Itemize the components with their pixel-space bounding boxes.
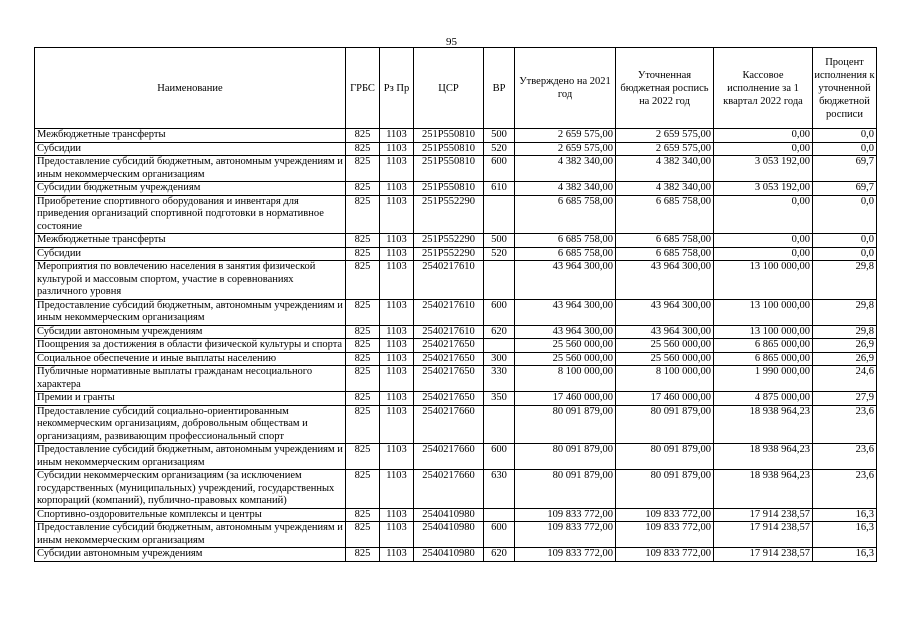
cell-vr: 500	[484, 129, 515, 143]
cell-refined: 80 091 879,00	[616, 444, 714, 470]
table-row	[35, 548, 877, 562]
cell-rzpr: 1103	[380, 156, 414, 182]
cell-refined: 80 091 879,00	[616, 470, 714, 509]
cell-refined: 25 560 000,00	[616, 352, 714, 366]
cell-refined: 4 382 340,00	[616, 182, 714, 196]
cell-name: Предоставление субсидий бюджетным, автономным учреждениям и иным некоммерческим организациям	[35, 299, 346, 325]
table-row	[35, 352, 877, 366]
cell-name: Мероприятия по вовлечению населения в занятия физической культурой и массовым спортом, участие в соревнованиях различного уровня	[35, 261, 346, 300]
cell-cash: 0,00	[714, 142, 813, 156]
cell-vr	[484, 195, 515, 234]
cell-csr: 2540217660	[414, 405, 484, 444]
cell-cash: 17 914 238,57	[714, 522, 813, 548]
cell-csr: 251P552290	[414, 247, 484, 261]
cell-refined: 43 964 300,00	[616, 299, 714, 325]
cell-name: Социальное обеспечение и иные выплаты населению	[35, 352, 346, 366]
cell-percent: 23,6	[813, 405, 877, 444]
cell-approved: 109 833 772,00	[515, 522, 616, 548]
cell-approved: 2 659 575,00	[515, 129, 616, 143]
cell-cash: 18 938 964,23	[714, 405, 813, 444]
cell-vr: 630	[484, 470, 515, 509]
cell-approved: 109 833 772,00	[515, 508, 616, 522]
cell-rzpr: 1103	[380, 392, 414, 406]
cell-grbs: 825	[346, 261, 380, 300]
cell-csr: 2540217650	[414, 392, 484, 406]
cell-name: Премии и гранты	[35, 392, 346, 406]
cell-vr	[484, 405, 515, 444]
cell-rzpr: 1103	[380, 405, 414, 444]
table-body	[35, 129, 877, 562]
cell-percent: 23,6	[813, 470, 877, 509]
cell-approved: 43 964 300,00	[515, 261, 616, 300]
cell-approved: 43 964 300,00	[515, 299, 616, 325]
cell-grbs: 825	[346, 182, 380, 196]
cell-vr: 330	[484, 366, 515, 392]
cell-vr: 610	[484, 182, 515, 196]
cell-cash: 0,00	[714, 195, 813, 234]
col-header-refined: Уточненная бюджетная роспись на 2022 год	[616, 48, 714, 129]
cell-refined: 6 685 758,00	[616, 195, 714, 234]
cell-rzpr: 1103	[380, 247, 414, 261]
cell-grbs: 825	[346, 247, 380, 261]
cell-csr: 2540217610	[414, 325, 484, 339]
cell-refined: 109 833 772,00	[616, 548, 714, 562]
table-row	[35, 470, 877, 509]
table-row	[35, 247, 877, 261]
cell-name: Субсидии некоммерческим организациям (за исключением государственных (муниципальных) учреждений, государственных корпораций (компаний), публично-правовых компаний)	[35, 470, 346, 509]
cell-cash: 17 914 238,57	[714, 548, 813, 562]
cell-refined: 25 560 000,00	[616, 339, 714, 353]
cell-cash: 18 938 964,23	[714, 470, 813, 509]
cell-name: Субсидии	[35, 247, 346, 261]
cell-vr	[484, 261, 515, 300]
cell-rzpr: 1103	[380, 366, 414, 392]
table-row	[35, 325, 877, 339]
cell-approved: 80 091 879,00	[515, 444, 616, 470]
cell-vr: 350	[484, 392, 515, 406]
cell-name: Спортивно-оздоровительные комплексы и центры	[35, 508, 346, 522]
cell-cash: 3 053 192,00	[714, 156, 813, 182]
cell-name: Межбюджетные трансферты	[35, 234, 346, 248]
cell-percent: 29,8	[813, 261, 877, 300]
col-header-vr: ВР	[484, 48, 515, 129]
table-row	[35, 366, 877, 392]
table-row	[35, 392, 877, 406]
cell-approved: 4 382 340,00	[515, 156, 616, 182]
cell-grbs: 825	[346, 142, 380, 156]
cell-grbs: 825	[346, 508, 380, 522]
cell-vr: 620	[484, 548, 515, 562]
cell-vr: 600	[484, 299, 515, 325]
cell-rzpr: 1103	[380, 195, 414, 234]
cell-csr: 2540410980	[414, 522, 484, 548]
cell-approved: 25 560 000,00	[515, 352, 616, 366]
cell-refined: 109 833 772,00	[616, 508, 714, 522]
cell-percent: 16,3	[813, 548, 877, 562]
cell-vr: 520	[484, 142, 515, 156]
cell-csr: 2540217610	[414, 261, 484, 300]
cell-grbs: 825	[346, 156, 380, 182]
cell-approved: 8 100 000,00	[515, 366, 616, 392]
cell-rzpr: 1103	[380, 142, 414, 156]
table-row	[35, 299, 877, 325]
cell-grbs: 825	[346, 234, 380, 248]
table-row	[35, 508, 877, 522]
cell-cash: 17 914 238,57	[714, 508, 813, 522]
cell-grbs: 825	[346, 352, 380, 366]
cell-rzpr: 1103	[380, 129, 414, 143]
cell-refined: 8 100 000,00	[616, 366, 714, 392]
table-row	[35, 156, 877, 182]
cell-grbs: 825	[346, 522, 380, 548]
cell-grbs: 825	[346, 366, 380, 392]
cell-refined: 80 091 879,00	[616, 405, 714, 444]
budget-table	[34, 47, 877, 562]
col-header-cash: Кассовое исполнение за 1 квартал 2022 года	[714, 48, 813, 129]
cell-name: Межбюджетные трансферты	[35, 129, 346, 143]
table-row	[35, 444, 877, 470]
cell-rzpr: 1103	[380, 548, 414, 562]
cell-vr	[484, 508, 515, 522]
cell-refined: 4 382 340,00	[616, 156, 714, 182]
cell-csr: 2540217650	[414, 339, 484, 353]
cell-rzpr: 1103	[380, 470, 414, 509]
cell-vr: 500	[484, 234, 515, 248]
cell-approved: 109 833 772,00	[515, 548, 616, 562]
cell-grbs: 825	[346, 299, 380, 325]
cell-vr: 600	[484, 522, 515, 548]
cell-approved: 6 685 758,00	[515, 234, 616, 248]
cell-rzpr: 1103	[380, 325, 414, 339]
cell-refined: 2 659 575,00	[616, 142, 714, 156]
cell-name: Поощрения за достижения в области физической культуры и спорта	[35, 339, 346, 353]
cell-percent: 0,0	[813, 129, 877, 143]
cell-grbs: 825	[346, 392, 380, 406]
cell-refined: 6 685 758,00	[616, 234, 714, 248]
col-header-approved: Утверждено на 2021 год	[515, 48, 616, 129]
cell-name: Субсидии	[35, 142, 346, 156]
cell-percent: 27,9	[813, 392, 877, 406]
cell-name: Приобретение спортивного оборудования и инвентаря для приведения организаций спортивной подготовки в нормативное состояние	[35, 195, 346, 234]
cell-refined: 43 964 300,00	[616, 325, 714, 339]
cell-rzpr: 1103	[380, 508, 414, 522]
cell-csr: 2540410980	[414, 508, 484, 522]
table-row	[35, 182, 877, 196]
cell-name: Субсидии автономным учреждениям	[35, 548, 346, 562]
cell-csr: 2540217660	[414, 444, 484, 470]
cell-cash: 0,00	[714, 129, 813, 143]
cell-csr: 251P550810	[414, 182, 484, 196]
col-header-percent: Процент исполнения к уточненной бюджетной росписи	[813, 48, 877, 129]
cell-percent: 24,6	[813, 366, 877, 392]
cell-name: Предоставление субсидий социально-ориентированным некоммерческим организациям, добровольным обществам и организациям, развивающим профессиональный спорт	[35, 405, 346, 444]
cell-percent: 16,3	[813, 508, 877, 522]
table-row	[35, 339, 877, 353]
cell-vr: 600	[484, 156, 515, 182]
cell-name: Субсидии бюджетным учреждениям	[35, 182, 346, 196]
cell-grbs: 825	[346, 339, 380, 353]
cell-approved: 80 091 879,00	[515, 470, 616, 509]
col-header-rzpr: Рз Пр	[380, 48, 414, 129]
cell-refined: 109 833 772,00	[616, 522, 714, 548]
cell-percent: 16,3	[813, 522, 877, 548]
cell-rzpr: 1103	[380, 234, 414, 248]
cell-rzpr: 1103	[380, 339, 414, 353]
cell-percent: 0,0	[813, 195, 877, 234]
cell-name: Субсидии автономным учреждениям	[35, 325, 346, 339]
cell-percent: 26,9	[813, 352, 877, 366]
cell-cash: 0,00	[714, 247, 813, 261]
cell-vr	[484, 339, 515, 353]
cell-rzpr: 1103	[380, 352, 414, 366]
cell-grbs: 825	[346, 548, 380, 562]
cell-grbs: 825	[346, 129, 380, 143]
cell-approved: 6 685 758,00	[515, 247, 616, 261]
cell-cash: 13 100 000,00	[714, 299, 813, 325]
cell-cash: 18 938 964,23	[714, 444, 813, 470]
cell-rzpr: 1103	[380, 299, 414, 325]
cell-csr: 2540217650	[414, 366, 484, 392]
cell-rzpr: 1103	[380, 182, 414, 196]
cell-csr: 251P550810	[414, 156, 484, 182]
cell-approved: 17 460 000,00	[515, 392, 616, 406]
cell-percent: 26,9	[813, 339, 877, 353]
cell-cash: 6 865 000,00	[714, 352, 813, 366]
table-row	[35, 142, 877, 156]
cell-rzpr: 1103	[380, 522, 414, 548]
col-header-grbs: ГРБС	[346, 48, 380, 129]
cell-approved: 43 964 300,00	[515, 325, 616, 339]
cell-approved: 25 560 000,00	[515, 339, 616, 353]
col-header-name: Наименование	[35, 48, 346, 129]
cell-grbs: 825	[346, 470, 380, 509]
cell-grbs: 825	[346, 325, 380, 339]
cell-cash: 6 865 000,00	[714, 339, 813, 353]
cell-percent: 69,7	[813, 156, 877, 182]
cell-approved: 4 382 340,00	[515, 182, 616, 196]
cell-refined: 6 685 758,00	[616, 247, 714, 261]
cell-csr: 2540217610	[414, 299, 484, 325]
cell-grbs: 825	[346, 405, 380, 444]
cell-csr: 251P552290	[414, 195, 484, 234]
cell-rzpr: 1103	[380, 444, 414, 470]
table-row	[35, 261, 877, 300]
cell-percent: 23,6	[813, 444, 877, 470]
cell-csr: 251P550810	[414, 129, 484, 143]
page-number: 95	[446, 36, 457, 48]
cell-name: Предоставление субсидий бюджетным, автономным учреждениям и иным некоммерческим организациям	[35, 522, 346, 548]
cell-refined: 17 460 000,00	[616, 392, 714, 406]
cell-cash: 3 053 192,00	[714, 182, 813, 196]
cell-percent: 69,7	[813, 182, 877, 196]
cell-vr: 300	[484, 352, 515, 366]
cell-name: Публичные нормативные выплаты гражданам несоциального характера	[35, 366, 346, 392]
table-row	[35, 405, 877, 444]
cell-approved: 2 659 575,00	[515, 142, 616, 156]
cell-csr: 251P552290	[414, 234, 484, 248]
table-row	[35, 234, 877, 248]
cell-vr: 600	[484, 444, 515, 470]
cell-cash: 13 100 000,00	[714, 261, 813, 300]
cell-approved: 6 685 758,00	[515, 195, 616, 234]
cell-vr: 620	[484, 325, 515, 339]
cell-refined: 43 964 300,00	[616, 261, 714, 300]
cell-percent: 29,8	[813, 325, 877, 339]
cell-rzpr: 1103	[380, 261, 414, 300]
table-row	[35, 195, 877, 234]
cell-name: Предоставление субсидий бюджетным, автономным учреждениям и иным некоммерческим организациям	[35, 444, 346, 470]
cell-csr: 2540217650	[414, 352, 484, 366]
cell-refined: 2 659 575,00	[616, 129, 714, 143]
cell-percent: 0,0	[813, 142, 877, 156]
cell-cash: 13 100 000,00	[714, 325, 813, 339]
cell-grbs: 825	[346, 444, 380, 470]
header-row	[35, 48, 877, 129]
cell-name: Предоставление субсидий бюджетным, автономным учреждениям и иным некоммерческим организациям	[35, 156, 346, 182]
cell-cash: 1 990 000,00	[714, 366, 813, 392]
cell-approved: 80 091 879,00	[515, 405, 616, 444]
cell-percent: 0,0	[813, 234, 877, 248]
cell-csr: 251P550810	[414, 142, 484, 156]
cell-csr: 2540217660	[414, 470, 484, 509]
table-row	[35, 129, 877, 143]
cell-cash: 0,00	[714, 234, 813, 248]
cell-csr: 2540410980	[414, 548, 484, 562]
cell-percent: 0,0	[813, 247, 877, 261]
col-header-csr: ЦСР	[414, 48, 484, 129]
cell-percent: 29,8	[813, 299, 877, 325]
cell-grbs: 825	[346, 195, 380, 234]
cell-vr: 520	[484, 247, 515, 261]
table-row	[35, 522, 877, 548]
cell-cash: 4 875 000,00	[714, 392, 813, 406]
